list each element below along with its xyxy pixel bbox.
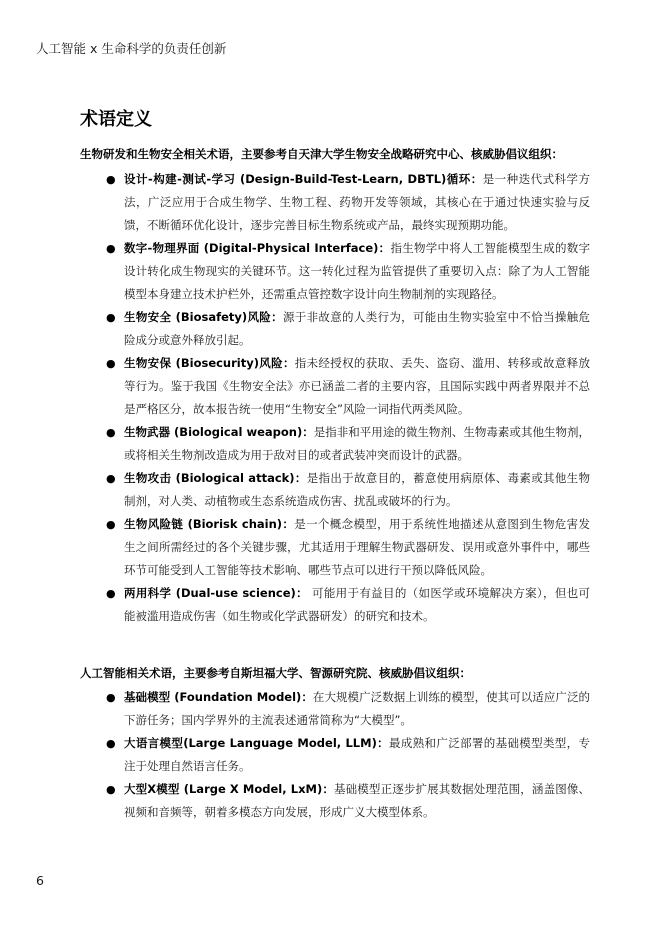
- bullet-icon: ●: [106, 472, 116, 485]
- term-definition: 可能用于有益目的（如医学或环境解决方案），但也可能被滥用造成伤害（如生物或化学武器研发）的研究和技术。: [124, 586, 591, 623]
- term-item-biological-weapon: [106, 421, 590, 467]
- term-definition: 是一个概念模型，用于系统性地描述从意图到生物危害发生之间所需经过的各个关键步骤，尤其适用于理解生物武器研发、误用或意外事件中，哪些环节可能受到人工智能等技术影响、哪些节点可以进行干预以降低风险。: [124, 517, 590, 577]
- bullet-icon: ●: [106, 587, 116, 600]
- bullet-icon: ●: [106, 691, 116, 704]
- term-item-biorisk-chain: [106, 513, 590, 582]
- term-name: 生物风险链 (Biorisk chain)：: [124, 517, 295, 531]
- term-name: 生物安保 (Biosecurity)风险：: [124, 356, 295, 370]
- ai-terms-list: [106, 686, 590, 824]
- bio-terms-list: [106, 168, 590, 628]
- bullet-icon: ●: [106, 737, 116, 750]
- bullet-icon: ●: [106, 357, 116, 370]
- page-number: 6: [36, 873, 44, 888]
- term-name: 设计-构建-测试-学习 (Design-Build-Test-Learn, DBTL)循环：: [124, 172, 483, 186]
- term-item-lxm: [106, 778, 590, 824]
- term-definition: 是指非和平用途的微生物剂、生物毒素或其他生物剂，或将相关生物剂改造成为用于敌对目的或者武装冲突而设计的武器。: [124, 425, 590, 462]
- term-definition: 最成熟和广泛部署的基础模型类型，专注于处理自然语言任务。: [124, 736, 590, 773]
- bullet-icon: ●: [106, 426, 116, 439]
- term-name: 大型X模型 (Large X Model, LxM)：: [124, 782, 334, 796]
- section-title: 术语定义: [80, 109, 152, 130]
- term-item-llm: [106, 732, 590, 778]
- bullet-icon: ●: [106, 518, 116, 531]
- term-name: 生物武器 (Biological weapon)：: [124, 425, 314, 439]
- term-definition: 是一种迭代式科学方法，广泛应用于合成生物学、生物工程、药物开发等领域，其核心在于通过快速实验与反馈，不断循环优化设计，逐步完善目标生物系统或产品，最终实现预期功能。: [124, 172, 590, 232]
- term-name: 生物安全 (Biosafety)风险：: [124, 310, 283, 324]
- bullet-icon: ●: [106, 242, 116, 255]
- term-name: 两用科学 (Dual-use science)：: [124, 586, 308, 600]
- term-definition: 源于非故意的人类行为，可能由生物实验室中不恰当操触危险成分或意外释放引起。: [124, 310, 590, 347]
- term-item-dbtl: [106, 168, 590, 237]
- bullet-icon: ●: [106, 173, 116, 186]
- term-name: 大语言模型(Large Language Model, LLM)：: [124, 736, 390, 750]
- ai-terms-intro: 人工智能相关术语，主要参考自斯坦福大学、智源研究院、核威胁倡议组织：: [80, 666, 471, 680]
- term-definition: 指未经授权的获取、丢失、盗窃、滥用、转移或故意释放等行为。鉴于我国《生物安全法》亦已涵盖二者的主要内容，且国际实践中两者界限并不总是严格区分，故本报告统一使用“生物安全”风险一词指代两类风险。: [124, 356, 590, 416]
- term-name: 生物攻击 (Biological attack)：: [124, 471, 307, 485]
- term-definition: 基础模型正逐步扩展其数据处理范围，涵盖图像、视频和音频等，朝着多模态方向发展，形成广义大模型体系。: [124, 782, 590, 819]
- term-item-biological-attack: [106, 467, 590, 513]
- bullet-icon: ●: [106, 311, 116, 324]
- term-item-digital-physical-interface: [106, 237, 590, 306]
- term-item-foundation-model: [106, 686, 590, 732]
- term-item-dual-use-science: [106, 582, 590, 628]
- term-item-biosecurity: [106, 352, 590, 421]
- term-name: 数字-物理界面 (Digital-Physical Interface)：: [124, 241, 391, 255]
- term-definition: 是指出于故意目的，蓄意使用病原体、毒素或其他生物制剂，对人类、动植物或生态系统造成伤害、扰乱或破坏的行为。: [124, 471, 590, 508]
- bio-terms-intro: 生物研发和生物安全相关术语，主要参考自天津大学生物安全战略研究中心、核威胁倡议组织：: [80, 147, 563, 161]
- term-item-biosafety: [106, 306, 590, 352]
- term-definition: 指生物学中将人工智能模型生成的数字设计转化成生物现实的关键环节。这一转化过程为监管提供了重要切入点：除了为人工智能模型本身建立技术护栏外，还需重点管控数字设计向生物制剂的实现路径。: [124, 241, 590, 301]
- running-header: 人工智能 x 生命科学的负责任创新: [36, 41, 227, 56]
- term-name: 基础模型 (Foundation Model)：: [124, 690, 313, 704]
- term-definition: 在大规模广泛数据上训练的模型，使其可以适应广泛的下游任务；国内学界外的主流表述通常简称为“大模型”。: [124, 690, 590, 727]
- bullet-icon: ●: [106, 783, 116, 796]
